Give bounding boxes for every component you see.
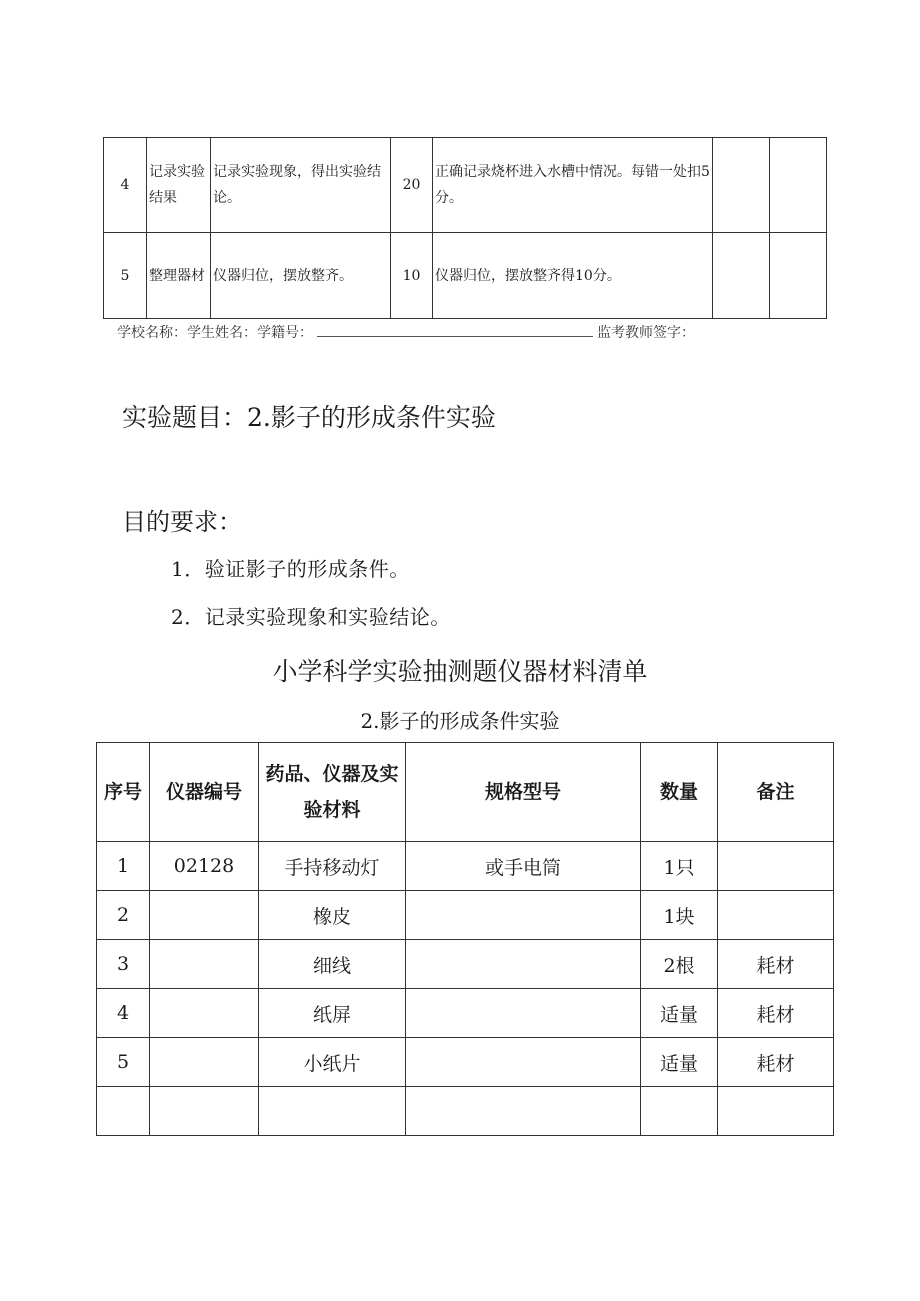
scoring-table [103,137,827,319]
table-row [97,891,834,940]
scoring-cell-empty [713,138,770,233]
student-info-label: 学校名称：学生姓名：学籍号： [117,325,313,341]
requirement-item: 2．记录实验现象和实验结论。 [171,605,451,629]
cell-code [150,891,259,940]
scoring-num: 5 [104,233,147,319]
cell-seq: 3 [97,940,150,989]
cell-spec [406,1087,641,1136]
cell-note [718,1087,834,1136]
materials-header-row [97,743,834,842]
cell-qty: 适量 [641,1038,718,1087]
cell-note [718,891,834,940]
table-row [97,940,834,989]
cell-seq: 2 [97,891,150,940]
cell-spec [406,989,641,1038]
table-row [97,1087,834,1136]
materials-table [96,742,834,1136]
experiment-title: 实验题目：2.影子的形成条件实验 [122,403,496,432]
cell-spec [406,940,641,989]
cell-note: 耗材 [718,1038,834,1087]
table-row [97,989,834,1038]
scoring-row [104,233,827,319]
materials-list-subtitle: 2.影子的形成条件实验 [360,709,560,733]
cell-code [150,1038,259,1087]
header-material: 药品、仪器及实验材料 [259,743,406,842]
cell-code [150,940,259,989]
proctor-signature-label: 监考教师签字： [597,325,695,341]
header-note: 备注 [718,743,834,842]
scoring-score: 20 [391,138,433,233]
scoring-criteria: 正确记录烧杯进入水槽中情况。每错一处扣5分。 [433,138,713,233]
cell-seq: 5 [97,1038,150,1087]
student-info-blank [317,322,593,337]
requirements-heading: 目的要求： [122,508,242,536]
cell-material: 橡皮 [259,891,406,940]
cell-qty: 1块 [641,891,718,940]
header-spec: 规格型号 [406,743,641,842]
cell-code [150,989,259,1038]
scoring-cell-empty [770,233,827,319]
cell-qty: 2根 [641,940,718,989]
cell-seq: 1 [97,842,150,891]
scoring-item: 记录实验结果 [147,138,211,233]
header-qty: 数量 [641,743,718,842]
cell-spec: 或手电筒 [406,842,641,891]
scoring-cell-empty [770,138,827,233]
cell-material [259,1087,406,1136]
scoring-cell-empty [713,233,770,319]
cell-material: 手持移动灯 [259,842,406,891]
header-seq: 序号 [97,743,150,842]
cell-seq [97,1087,150,1136]
cell-spec [406,891,641,940]
signature-line [117,322,695,342]
cell-spec [406,1038,641,1087]
scoring-num: 4 [104,138,147,233]
cell-material: 细线 [259,940,406,989]
cell-note [718,842,834,891]
requirement-item: 1．验证影子的形成条件。 [171,557,410,581]
cell-qty: 适量 [641,989,718,1038]
scoring-content: 记录实验现象，得出实验结论。 [211,138,391,233]
cell-qty [641,1087,718,1136]
cell-note: 耗材 [718,989,834,1038]
cell-note: 耗材 [718,940,834,989]
scoring-criteria: 仪器归位，摆放整齐得10分。 [433,233,713,319]
cell-qty: 1只 [641,842,718,891]
scoring-content: 仪器归位，摆放整齐。 [211,233,391,319]
scoring-score: 10 [391,233,433,319]
header-code: 仪器编号 [150,743,259,842]
materials-list-title: 小学科学实验抽测题仪器材料清单 [272,657,648,686]
table-row [97,1038,834,1087]
cell-code [150,1087,259,1136]
cell-material: 纸屏 [259,989,406,1038]
cell-seq: 4 [97,989,150,1038]
cell-material: 小纸片 [259,1038,406,1087]
scoring-item: 整理器材 [147,233,211,319]
cell-code: 02128 [150,842,259,891]
scoring-row [104,138,827,233]
table-row [97,842,834,891]
